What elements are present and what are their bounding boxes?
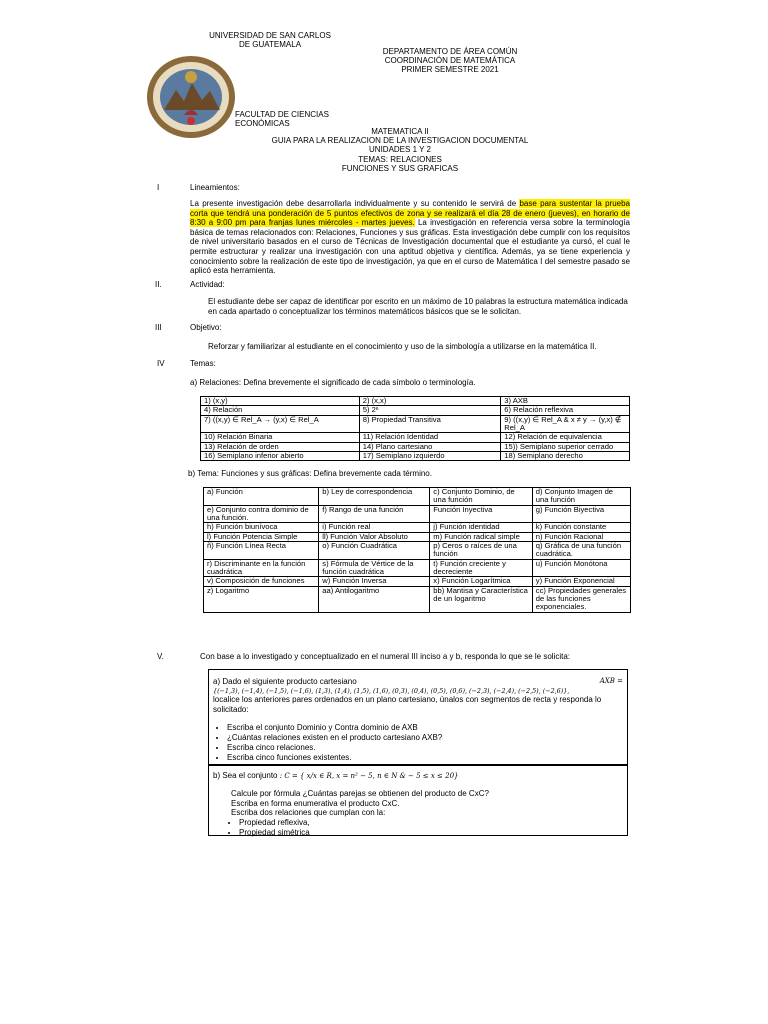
table-cell: g) Función Biyectiva [532,505,630,523]
table-cell: k) Función constante [532,523,630,532]
table-cell: w) Función Inversa [319,577,430,586]
relations-table [200,396,630,461]
table-cell: 18) Semiplano derecho [501,452,630,461]
list-item: • Propiedad simétrica [239,828,623,838]
university-name-line1: UNIVERSIDAD DE SAN CARLOS [209,31,331,40]
section-2-text: El estudiante debe ser capaz de identificar por escrito en un máximo de 10 palabras la estructura matemática indicada en cada apartado o conceptualizar los términos matemáticos básicos que se le solicitan. [208,297,628,316]
exercise-b-line1: Calcule por fórmula ¿Cuántas parejas se obtienen del producto de CxC? [231,789,489,799]
university-seal [146,55,236,139]
table-cell: h) Función biunívoca [204,523,319,532]
table-cell: 10) Relación Binaria [201,433,360,442]
table-cell: s) Fórmula de Vértice de la función cuadrática [319,559,430,577]
table-cell: x) Función Logarítmica [430,577,532,586]
list-item: • Propiedad reflexiva, [239,818,623,828]
exercise-a-intro: a) Dado el siguiente producto cartesiano [213,677,357,686]
table-cell: 16) Semiplano inferior abierto [201,452,360,461]
section-1-highlight: base para sustentar la prueba corta que tendrá una ponderación de 5 puntos efectivos de zona y se realizará el día 28 de enero (jueves), en horario de 8:30 a 9:00 pm para franjas lunes miércoles - martes jueves. [190,199,630,228]
exercise-a-axb: AXB = [599,677,623,685]
title-line3: UNIDADES 1 Y 2 [369,145,431,155]
table-cell: 17) Semiplano izquierdo [359,452,501,461]
table-cell: i) Función real [319,523,430,532]
table-cell: b) Ley de correspondencia [319,488,430,506]
department-line2: COORDINACIÓN DE MATEMÁTICA [384,56,516,66]
exercise-box-b [208,765,628,836]
table-cell: e) Conjunto contra dominio de una función. [204,505,319,523]
table-cell: 9) ((x,y) ∈ Rel_A & x ≠ y → (y,x) ∉ Rel_A [501,415,630,433]
table-cell: 7) ((x,y) ∈ Rel_A → (y,x) ∈ Rel_A [201,415,360,433]
functions-table [203,487,631,613]
exercise-b-list [213,818,623,838]
table-cell: p) Ceros o raíces de una función [430,542,532,560]
table-cell: v) Composición de funciones [204,577,319,586]
table-cell: r) Discriminante en la función cuadrática [204,559,319,577]
exercise-a-list [213,723,623,763]
table-cell: ñ) Función Línea Recta [204,542,319,560]
section-1-paragraph [190,199,630,276]
department-line3: PRIMER SEMESTRE 2021 [401,65,499,75]
table-cell: 6) Relación reflexiva [501,406,630,415]
section-4b-label: b) Tema: Funciones y sus gráficas: Defina brevemente cada término. [188,469,432,478]
table-cell: n) Función Racional [532,532,630,541]
table-cell: q) Gráfica de una función cuadrática. [532,542,630,560]
table-row [201,452,630,461]
section-5-heading: Con base a lo investigado y conceptualizado en el numeral III inciso a y b, responda lo que se le solicita: [200,652,570,661]
section-4-number: IV [157,359,165,368]
table-cell: c) Conjunto Dominio, de una función [430,488,532,506]
table-cell: 2) (x,x) [359,397,501,406]
table-cell: 5) 2ⁿ [359,406,501,415]
table-cell: a) Función [204,488,319,506]
table-cell: 3) AXB [501,397,630,406]
section-1-number: I [157,183,160,192]
table-cell: bb) Mantisa y Característica de un logaritmo [430,586,532,612]
table-row [201,406,630,415]
table-row [204,488,631,506]
table-cell: 1) (x,y) [201,397,360,406]
section-1-heading: Lineamientos: [190,183,240,192]
list-item: • Escriba cinco funciones existentes. [227,753,623,763]
list-item: • Escriba cinco relaciones. [227,743,623,753]
table-cell: 11) Relación Identidad [359,433,501,442]
exercise-b-set: : C = { x/x ∈ R, x = n² − 5, n ∈ N & − 5 ≤ x ≤ 20} [279,772,459,780]
table-cell: d) Conjunto Imagen de una función [532,488,630,506]
table-cell: t) Función creciente y decreciente [430,559,532,577]
table-cell: f) Rango de una función [319,505,430,523]
department-line1: DEPARTAMENTO DE ÁREA COMÚN [382,47,518,56]
table-row [204,559,631,577]
table-cell: o) Función Cuadrática [319,542,430,560]
section-2-heading: Actividad: [190,280,225,289]
title-line4: TEMAS: RELACIONES [358,154,442,164]
title-line1: MATEMATICA II [371,127,429,136]
table-cell: j) Función identidad [430,523,532,532]
title-line5: FUNCIONES Y SUS GRAFICAS [341,163,459,173]
table-row [204,577,631,586]
exercise-box-a [208,669,628,765]
table-cell: u) Función Monótona [532,559,630,577]
table-cell: m) Función radical simple [430,532,532,541]
table-cell: 13) Relación de orden [201,442,360,451]
table-cell: z) Logaritmo [204,586,319,612]
table-cell: 12) Relación de equivalencia [501,433,630,442]
table-cell: 4) Relación [201,406,360,415]
table-row [204,542,631,560]
exercise-b-line2: Escriba en forma enumerativa el producto CxC. [231,798,400,808]
faculty-line2: ECONÓMICAS [235,119,290,129]
faculty-line1: FACULTAD DE CIENCIAS [235,110,329,119]
section-3-heading: Objetivo: [190,323,222,332]
exercise-b-line3: Escriba dos relaciones que cumplan con la: [231,808,386,818]
university-name-line2: DE GUATEMALA [238,40,302,50]
section-5-number: V. [157,652,164,661]
exercise-a-instructions: localice los anteriores pares ordenados en un plano cartesiano, únalos con segmentos de recta y responda lo solicitado: [213,695,602,714]
table-cell: 15)) Semiplano superior cerrado [501,442,630,451]
section-4-heading: Temas: [190,359,216,368]
table-cell: y) Función Exponencial [532,577,630,586]
table-cell: 14) Plano cartesiano [359,442,501,451]
section-2-number: II. [155,280,162,289]
list-item: • ¿Cuántas relaciones existen en el producto cartesiano AXB? [227,733,623,743]
table-row [201,415,630,433]
list-item: • Escriba el conjunto Dominio y Contra dominio de AXB [227,723,623,733]
table-row [204,505,631,523]
table-cell: aa) Antilogaritmo [319,586,430,612]
exercise-a-set: {(−1,3), (−1,4), (−1,5), (−1,6), (1,3), (1,4), (1,5), (1,6), (0,3), (0,4), (0,5), (0,6), (−2,3), (−2,4), (−2,5), (−2,6)}, [213,687,570,695]
table-cell: 8) Propiedad Transitiva [359,415,501,433]
table-row [201,433,630,442]
table-cell: ll) Función Valor Absoluto [319,532,430,541]
table-row [204,586,631,612]
section-3-number: III [155,323,162,332]
section-4a-label: a) Relaciones: Defina brevemente el significado de cada símbolo o terminología. [190,378,476,387]
title-line2: GUIA PARA LA REALIZACION DE LA INVESTIGACION DOCUMENTAL [271,136,529,146]
section-1-text-b: La investigación en referencia versa sobre la terminología básica de temas relacionados con: Relaciones, Funciones y sus gráficas. Esta investigación debe cumplir con los requisitos de nivel universitario basados en el curso de Técnicas de Investigación documental que el estudiante ya cursó, el cual le permite estructurar y realizar una investigación con una aptitud objetiva y científica. Además, ya se tiene experiencia y conocimiento sobre la realización de este tipo de investigación, ya que en el curso de Matemática I del semestre pasado se aplicó esta herramienta. [190,218,630,276]
table-row [204,523,631,532]
section-1-text-a: La presente investigación debe desarrollarla individualmente y su contenido le servirá de [190,199,520,208]
table-cell: l) Función Potencia Simple [204,532,319,541]
table-cell: Función Inyectiva [430,505,532,523]
section-3-text: Reforzar y familiarizar al estudiante en el conocimiento y uso de la simbología a utilizarse en la matemática II. [208,342,597,351]
exercise-b-intro: b) Sea el conjunto [213,771,278,780]
table-cell: cc) Propiedades generales de las funciones exponenciales. [532,586,630,612]
